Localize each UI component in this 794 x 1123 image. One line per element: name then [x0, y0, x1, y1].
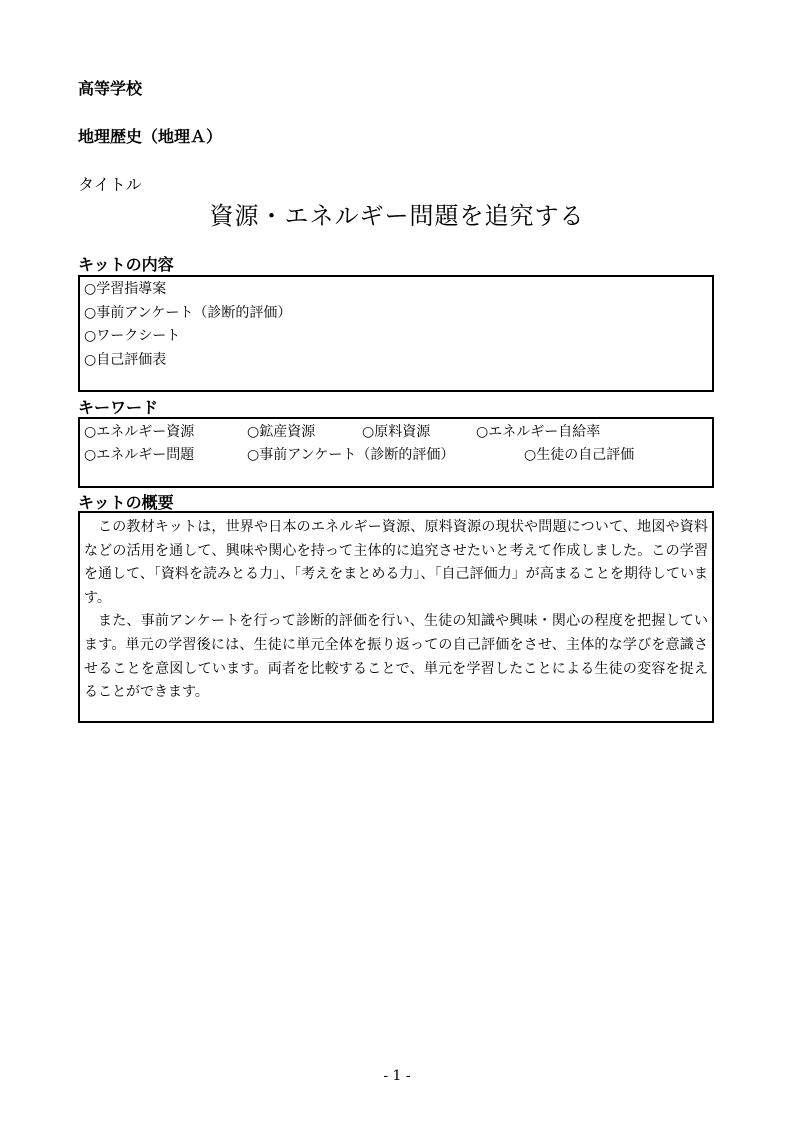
keywords-box [78, 417, 714, 488]
contents-box [78, 275, 714, 392]
contents-item: ○自己評価表 [84, 351, 167, 368]
keyword-item: ○生徒の自己評価 [524, 447, 635, 463]
contents-item: ○ワークシート [84, 328, 181, 344]
subject-label: 地理歴史（地理Ａ） [78, 127, 223, 146]
summary-paragraph: また、事前アンケートを行って診断的評価を行い、生徒の知識や興味・関心の程度を把握しています。単元の学習後には、生徒に単元全体を振り返っての自己評価をさせ、主体的な学びを意識させることを意図しています。両者を比較することで、単元を学習したことによる生徒の変容を捉えることができます。 [84, 613, 708, 701]
title-caption: タイトル [78, 175, 142, 194]
keywords-row [84, 421, 708, 444]
page-title: 資源・エネルギー問題を追究する [209, 202, 585, 230]
keyword-item: ○エネルギー資源 [84, 424, 195, 440]
summary-paragraph: この教材キットは，世界や日本のエネルギー資源、原料資源の現状や問題について、地図や資料などの活用を通して、興味や関心を持って主体的に追究させたいと考えて作成しました。この学習を通して、「資料を読みとる力」、「考えをまとめる力」、「自己評価力」が高まることを期待しています。 [84, 519, 708, 606]
keywords-row [84, 444, 708, 467]
keywords-heading: キーワード [78, 398, 159, 417]
school-label: 高等学校 [78, 79, 143, 98]
page-number: - 1 - [383, 1068, 411, 1084]
contents-item: ○学習指導案 [84, 281, 167, 297]
keyword-item: ○エネルギー問題 [84, 447, 195, 463]
contents-item: ○事前アンケート（診断的評価） [84, 304, 292, 321]
keyword-item: ○原料資源 [362, 424, 431, 440]
summary-box [78, 511, 714, 723]
keyword-item: ○事前アンケート（診断的評価） [247, 447, 455, 463]
summary-heading: キットの概要 [78, 493, 174, 512]
contents-heading: キットの内容 [78, 255, 174, 274]
keyword-item: ○鉱産資源 [247, 424, 316, 440]
keyword-item: ○エネルギー自給率 [476, 424, 601, 440]
